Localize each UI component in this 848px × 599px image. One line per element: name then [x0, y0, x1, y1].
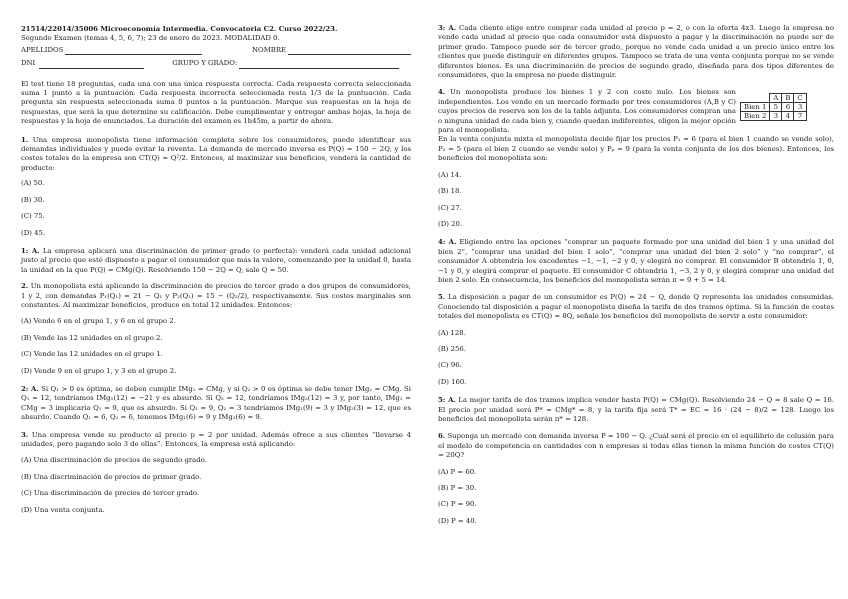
table-header-row	[741, 94, 807, 103]
option-b[interactable]: (B) 18.	[438, 187, 462, 196]
answer-4	[438, 238, 834, 285]
table-cell: 3	[794, 103, 806, 112]
left-column	[21, 0, 411, 515]
option-d[interactable]: (D) Vende 9 en el grupo 1, y 3 en el grupo 2.	[21, 366, 177, 375]
instructions: El test tiene 18 preguntas, cada una con una única respuesta correcta. Cada respuesta correcta seleccionada suma 1 punto a la puntuación. Cada respuesta incorrecta seleccionada resta 1/3 de la puntuación. Cada pregunta sin respuesta seleccionada suma 0 puntos a la puntuación. Marque sus respuestas en la hoja de respuestas, que será la que determine su calificación. Debe cumplimentar y entregar ambas hojas, la hoja de respuestas y la hoja de enunciados. La duración del examen es 1h45m, a partir de ahora.	[21, 79, 411, 126]
question-4	[438, 88, 736, 135]
grupo-label: GRUPO Y GRADO:	[172, 59, 238, 68]
option-c[interactable]: (C) Vende las 12 unidades en el grupo 1.	[21, 350, 163, 359]
option-a[interactable]: (A) Una discriminación de precios de segundo grado.	[21, 456, 207, 465]
table-cell: 6	[782, 103, 794, 112]
question-text: Suponga un mercado con demanda inversa P = 100 − Q. ¿Cuál será el precio en el equilibrio de colusión para el modelo de competencia en cantidades con n empresas si todas ellas tienen la misma función de costes CT(Q) = 20Q?	[438, 432, 834, 460]
answer-2	[21, 385, 411, 423]
apellidos-label: APELLIDOS	[21, 45, 64, 54]
option-c[interactable]: (C) 75.	[21, 212, 45, 221]
option-d[interactable]: (D) 160.	[438, 377, 467, 386]
right-column	[438, 0, 834, 526]
question-1	[21, 136, 411, 174]
dni-label: DNI	[21, 59, 36, 68]
table-cell: 4	[782, 112, 794, 121]
answer-text: Si Q₁ > 0 es óptima, se deben cumplir IMg₁ = CMg, y si Q₂ > 0 es óptima se debe tener IMg₂ = CMg. Si Q₁ = 12, tendríamos IMg₁(12) = −21 y es absurdo. Si Q₂ = 12, tendríamos IMg₂(12) = 3 y, por tanto, IMg₁ = CMg = 3 implicaría Q₁ = 9, que es absurdo. Si Q₁ = 9, Q₂ = 3 tendríamos IMg₁(9) = 3 y IMg₂(3) = 12, que es absurdo. Cuando Q₁ = 6, Q₂ = 6, tenemos IMg₁(6) = 9 y IMg₂(6) = 9.	[21, 384, 411, 422]
option-a[interactable]: (A) P = 60.	[438, 467, 477, 476]
apellidos-field[interactable]	[65, 47, 202, 55]
question-4-block	[438, 88, 834, 135]
question-5	[438, 293, 834, 321]
option-a[interactable]: (A) 50.	[21, 179, 45, 188]
exam-title: 21514/22014/35006 Microeconomía Intermedia. Convocatoria C2. Curso 2022/23.	[21, 25, 338, 33]
option-d[interactable]: (D) P = 40.	[438, 516, 477, 525]
table-col-header: A	[770, 94, 782, 103]
answer-text: La empresa aplicará una discriminación de primer grado (o perfecta): venderá cada unidad adicional justo al precio que esté dispuesto a pagar el consumidor que más la valore, comenzando por la unidad 0, hasta la unidad en la que P(Q) = CMg(Q). Resolviendo 150 − 2Q = Q, sale Q = 50.	[21, 246, 411, 274]
reservation-price-table	[740, 93, 807, 121]
nombre-field[interactable]	[288, 47, 411, 55]
answer-1	[21, 247, 411, 275]
option-d[interactable]: (D) 45.	[21, 228, 46, 237]
answer-tag: 4: A.	[438, 238, 457, 247]
table-cell: 5	[770, 103, 782, 112]
exam-subtitle: Segundo Examen (temas 4, 5, 6, 7); 23 de enero de 2023. MODALIDAD 0.	[21, 34, 280, 43]
answer-text: La mejor tarifa de dos tramos implica vender hasta P(Q) = CMg(Q). Resolviendo 24 − Q = 8 sale Q = 16. El precio por unidad será P* = CMg* = 8, y la tarifa fija será T* = EC = 16 · (24 − 8)/2 = 128. Luego los beneficios del monopolista serán π* = 128.	[438, 396, 834, 423]
question-number: 6.	[438, 432, 446, 441]
option-b[interactable]: (B) 30.	[21, 195, 45, 204]
answer-text: Eligiendo entre las opciones “comprar un paquete formado por una unidad del bien 1 y una unidad del bien 2”, “comprar una unidad del bien 1 solo”, “comprar una unidad del bien 2 solo” y “no comprar”, el consumidor A obtendría los excedentes −1, −1, −2 y 0, y elegirá no comprar. El consumidor B obtendría 1, 0, −1 y 0, y elegirá comprar el paquete. El consumidor C obtendría 1, −3, 2 y 0, y elegirá comprar una unidad del bien 2 solo. En consecuencia, los beneficios del monopolista serán π = 9 + 5 = 14.	[438, 238, 835, 284]
question-3	[21, 431, 411, 450]
option-b[interactable]: (B) 256.	[438, 344, 466, 353]
option-d[interactable]: (D) Una venta conjunta.	[21, 505, 105, 514]
answer-tag: 2: A.	[21, 384, 39, 393]
answer-tag: 1: A.	[21, 246, 40, 255]
question-text: Una empresa monopolista tiene información completa sobre los consumidores, puede identificar sus demandas individuales y puede evitar la reventa. La demanda de mercado inversa es P(Q) = 150 − 2Q, y los costes totales de la empresa son CT(Q) = Q²/2. Entonces, al maximizar sus beneficios, venderá la cantidad de producto:	[21, 135, 411, 172]
option-d[interactable]: (D) 20.	[438, 219, 463, 228]
option-b[interactable]: (B) Vende las 12 unidades en el grupo 2.	[21, 333, 163, 342]
question-number: 3.	[21, 430, 29, 439]
question-number: 4.	[438, 88, 446, 97]
option-a[interactable]: (A) Vende 6 en el grupo 1, y 6 en el grupo 2.	[21, 317, 176, 326]
option-c[interactable]: (C) Una discriminación de precios de tercer grado.	[21, 489, 200, 498]
question-6	[438, 432, 834, 460]
question-4-text2: En la venta conjunta mixta el monopolista decide fijar los precios P₁ = 6 (para el bien 1 cuando se vende solo), P₂ = 5 (para el bien 2 cuando se vende solo) y Pₚ = 9 (para la venta conjunta de los dos bienes). Entonces, los beneficios del monopolista son:	[438, 135, 834, 163]
question-text: Un monopolista produce los bienes 1 y 2 con coste nulo. Los bienes son independientes. Los vende en un mercado formado por tres consumidores (A,B y C) cuyos precios de reserva son los de la tabla adjunta. Los consumidores compran una o ninguna unidad de cada bien y, cuando quedan indiferentes, eligen la mejor opción para el monopolista.	[438, 88, 736, 135]
answer-3	[438, 24, 834, 80]
table-cell: 3	[770, 112, 782, 121]
option-b[interactable]: (B) P = 30.	[438, 484, 477, 493]
table-col-header: C	[794, 94, 806, 103]
answer-text: Cada cliente elige entre comprar cada unidad al precio p = 2, o con la oferta 4x3. Luego la empresa no vende cada unidad al precio que cada consumidor está dispuesto a pagar y la discriminación no puede ser de primer grado. Tampoco puede ser de tercer grado, porque no vende cada unidad a un precio único entre los clientes que puede distinguir en diferentes grupos. Tampoco se trata de una venta conjunta porque no se vende diferentes bienes. Es una discriminación de precios de segundo grado, diseñada para dos tipos diferentes de consumidores, que la empresa no puede distinguir.	[438, 24, 835, 80]
table-row	[741, 112, 807, 121]
question-number: 2.	[21, 282, 29, 291]
question-number: 5.	[438, 293, 446, 302]
answer-tag: 5: A.	[438, 396, 456, 405]
question-text: Un monopolista está aplicando la discriminación de precios de tercer grado a dos grupos de consumidores, 1 y 2, con demandas P₁(Q₁) = 21 − Q₁ y P₂(Q₂) = 15 − (Q₂/2), respectivamente. Sus costes marginales son constantes. Al maximizar beneficios, produce en total 12 unidades. Entonces:	[21, 282, 411, 309]
option-a[interactable]: (A) 14.	[438, 170, 462, 179]
question-text: La disposición a pagar de un consumidor es P(Q) = 24 − Q, donde Q representa las unidades consumidas. Conociendo tal disposición a pagar el monopolista diseña la tarifa de dos tramos óptima. Si la función de costes totales del monopolista es CT(Q) = 8Q, señale los beneficios del monopolista de servir a este consumidor:	[438, 293, 834, 321]
question-text: Una empresa vende su producto al precio p = 2 por unidad. Además ofrece a sus clientes “llevarse 4 unidades, pero pagando solo 3 de ellas”. Entonces, la empresa está aplicando:	[21, 430, 411, 448]
dni-field[interactable]	[39, 61, 144, 69]
nombre-label: NOMBRE	[252, 45, 287, 54]
apellidos-nombre-row	[21, 46, 411, 55]
table-row-label: Bien 2	[741, 112, 770, 121]
grupo-field[interactable]	[239, 61, 399, 69]
option-c[interactable]: (C) 96.	[438, 361, 462, 370]
option-a[interactable]: (A) 128.	[438, 328, 466, 337]
answer-5	[438, 396, 834, 424]
option-c[interactable]: (C) P = 90.	[438, 500, 477, 509]
table-row-label: Bien 1	[741, 103, 770, 112]
question-number: 1.	[21, 135, 29, 144]
question-2	[21, 282, 411, 310]
table-col-header: B	[782, 94, 794, 103]
dni-grupo-row	[21, 59, 411, 68]
option-c[interactable]: (C) 27.	[438, 203, 462, 212]
answer-tag: 3: A.	[438, 24, 457, 32]
table-row	[741, 103, 807, 112]
table-cell: 7	[794, 112, 806, 121]
option-b[interactable]: (B) Una discriminación de precios de primer grado.	[21, 472, 202, 481]
